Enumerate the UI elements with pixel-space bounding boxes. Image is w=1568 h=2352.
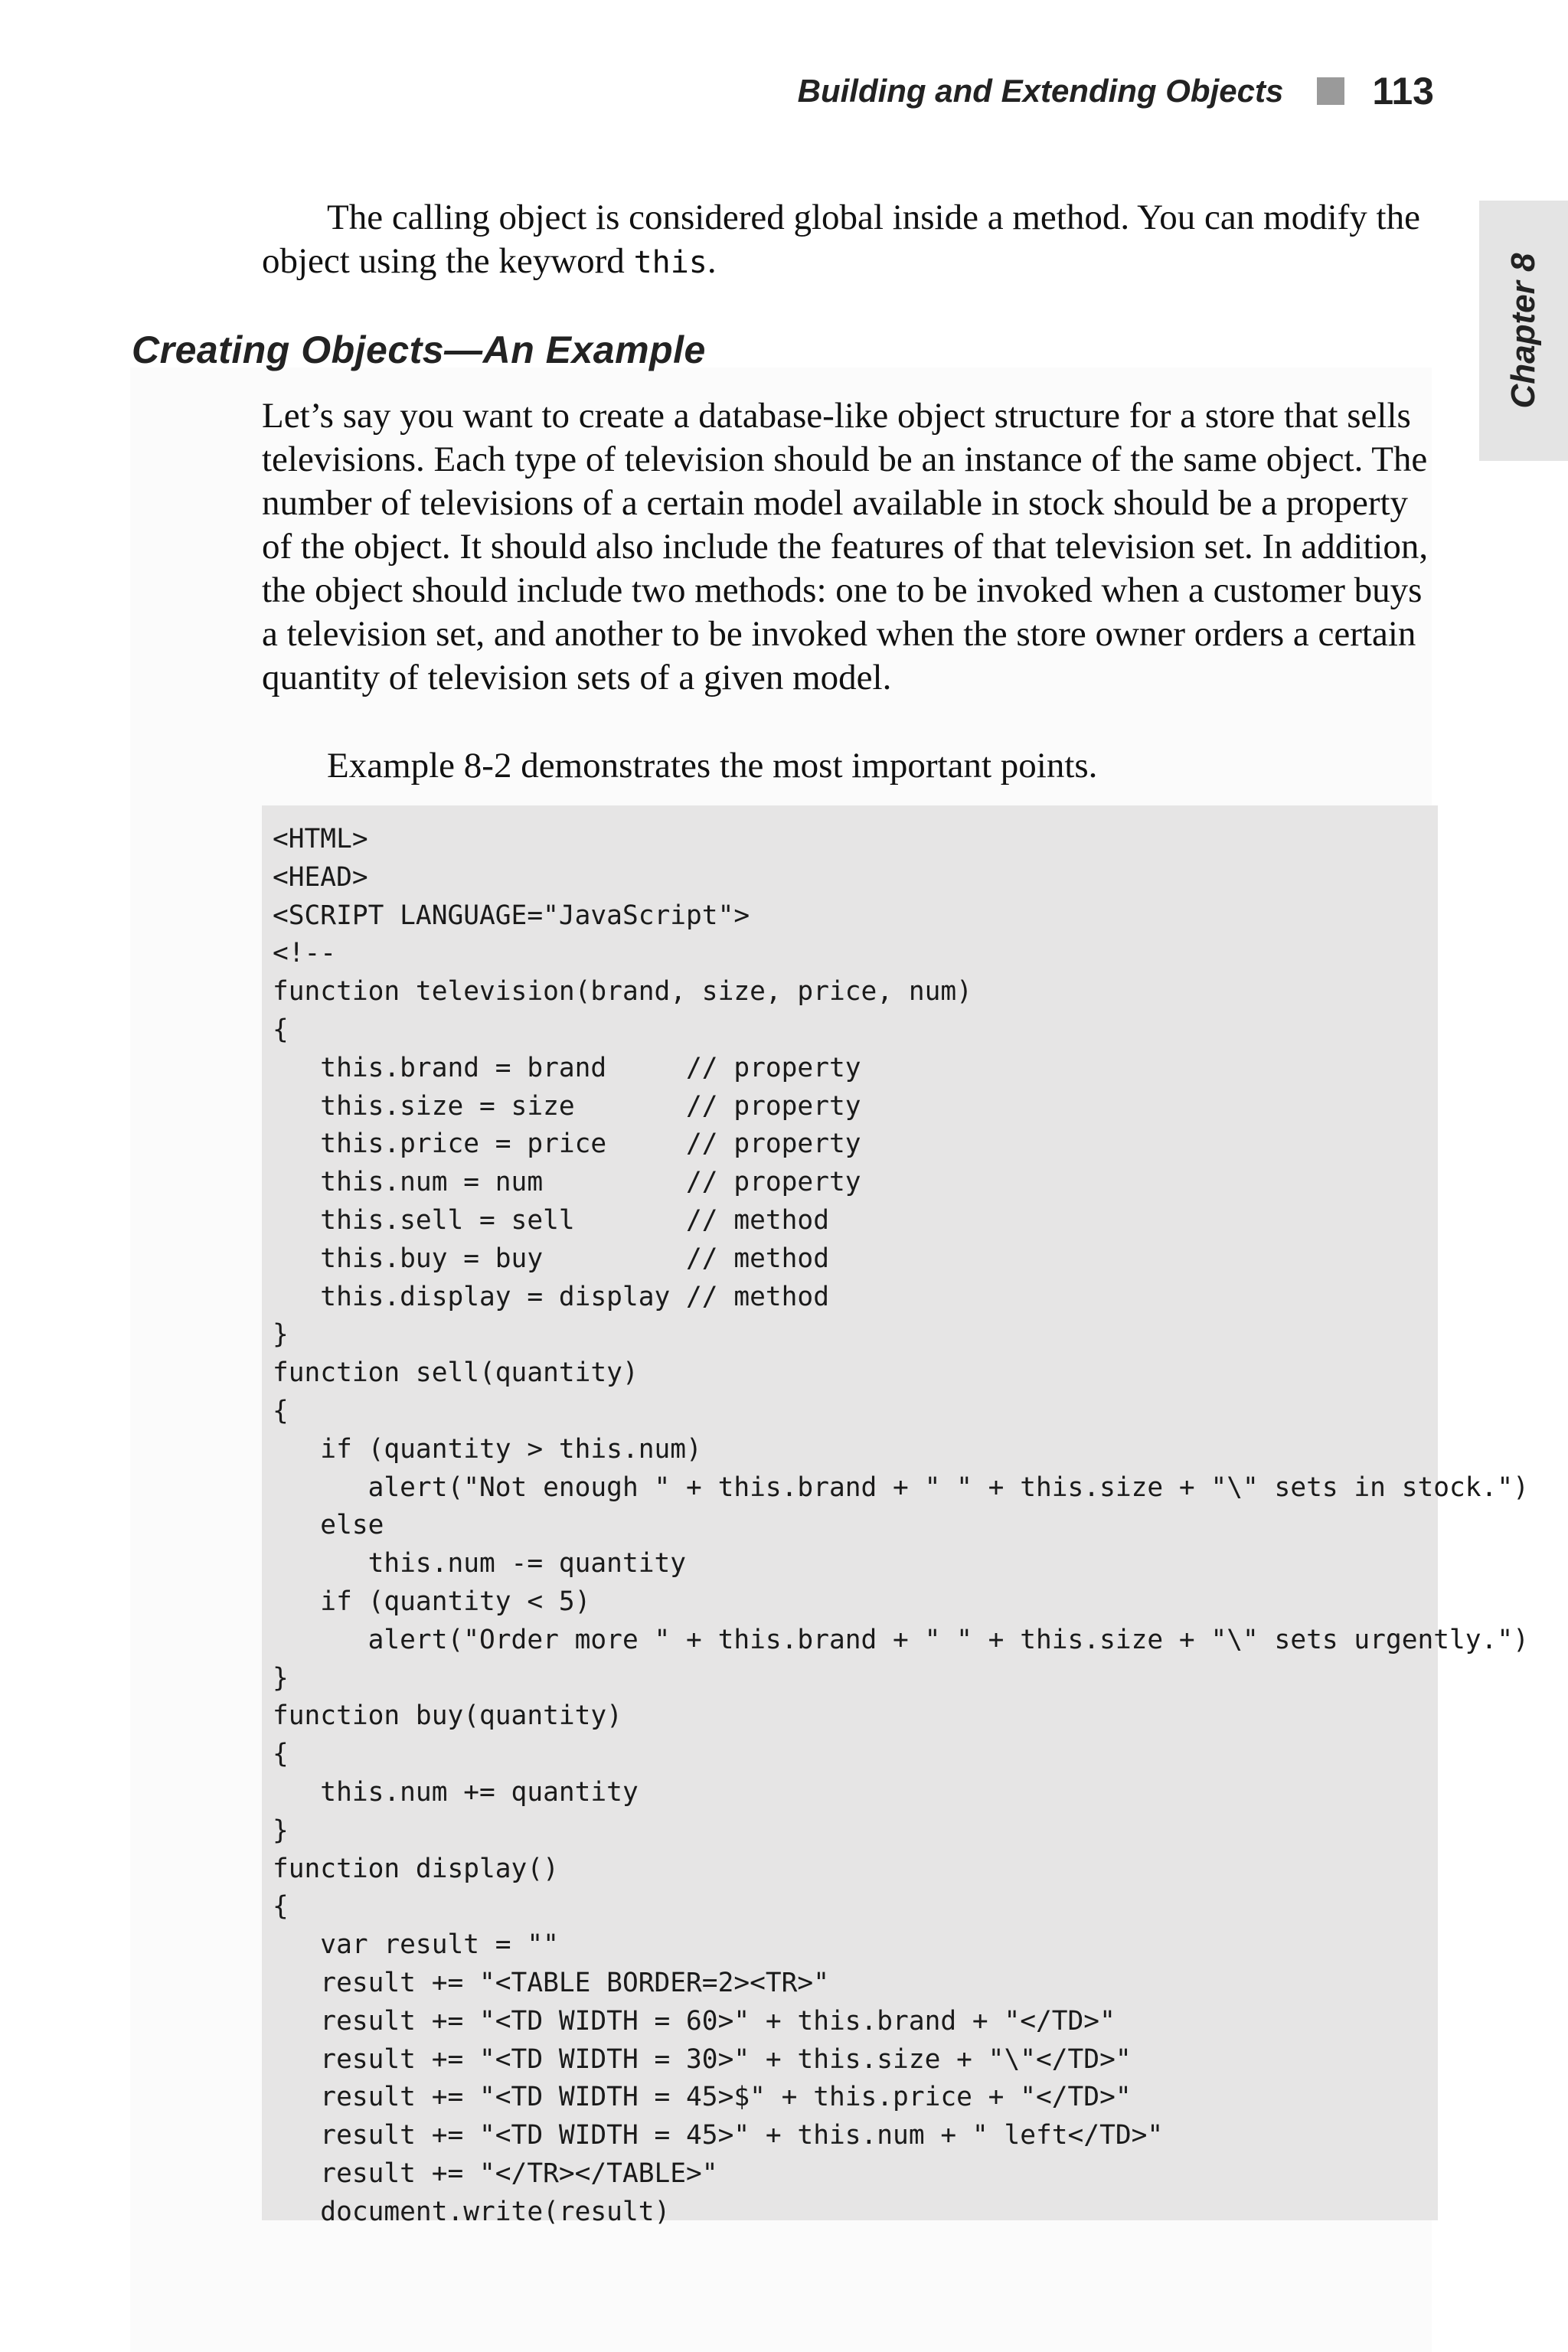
code-line: this.brand = brand // property: [273, 1052, 861, 1083]
code-line: }: [273, 1662, 289, 1694]
body-paragraph-2: Example 8-2 demonstrates the most important points.: [327, 746, 1098, 786]
code-line: var result = "": [273, 1929, 559, 1961]
code-line: if (quantity < 5): [273, 1586, 591, 1617]
code-line: result += "<TABLE BORDER=2><TR>": [273, 1967, 829, 1998]
code-line: <!--: [273, 938, 337, 969]
code-line: this.num -= quantity: [273, 1548, 687, 1579]
chapter-tab-label: Chapter 8: [1504, 253, 1542, 409]
code-line: result += "</TR></TABLE>": [273, 2158, 718, 2189]
code-line: this.size = size // property: [273, 1090, 861, 1122]
code-line: <HEAD>: [273, 861, 368, 893]
intro-text-end: .: [707, 241, 717, 281]
code-line: this.num = num // property: [273, 1167, 861, 1198]
intro-text: The calling object is considered global inside a method. You can modify the object using the keyword: [262, 198, 1420, 281]
code-line: {: [273, 1395, 289, 1426]
code-line: if (quantity > this.num): [273, 1433, 702, 1465]
code-line: function buy(quantity): [273, 1700, 622, 1732]
code-line: function sell(quantity): [273, 1357, 639, 1389]
body-paragraph-1: Let’s say you want to create a database-like object structure for a store that sells televisions. Each type of television should be an instance of the same object. The number of televisions of a certain model available in stock should be a property of the object. It should also include the features of that television set. In addition, the object should include two methods: one to be invoked when a customer buys a television set, and another to be invoked when the store owner orders a certain quantity of television sets of a given model.: [262, 396, 1429, 697]
code-line: result += "<TD WIDTH = 30>" + this.size + "\"</TD>": [273, 2043, 1132, 2075]
code-line: this.sell = sell // method: [273, 1204, 829, 1236]
code-line: result += "<TD WIDTH = 60>" + this.brand + "</TD>": [273, 2005, 1116, 2037]
code-line: result += "<TD WIDTH = 45>" + this.num + " left</TD>": [273, 2120, 1164, 2151]
header-square-icon: [1317, 77, 1344, 105]
code-line: this.buy = buy // method: [273, 1243, 829, 1274]
code-line: else: [273, 1510, 384, 1541]
chapter-tab: [1479, 201, 1568, 461]
page-number: 113: [1372, 70, 1434, 113]
running-header: [798, 69, 1434, 113]
code-example-block: [262, 805, 1529, 2227]
code-line: this.num += quantity: [273, 1776, 639, 1808]
header-title: Building and Extending Objects: [797, 73, 1284, 109]
code-line: function television(brand, size, price, num): [273, 976, 972, 1008]
code-line: this.price = price // property: [273, 1129, 861, 1160]
code-line: }: [273, 1815, 289, 1846]
keyword-this: this: [633, 245, 707, 280]
code-line: }: [273, 1319, 289, 1351]
code-line: result += "<TD WIDTH = 45>$" + this.price + "</TD>": [273, 2082, 1132, 2113]
code-line: <HTML>: [273, 824, 368, 854]
code-line: {: [273, 1014, 289, 1045]
code-line: this.display = display // method: [273, 1281, 829, 1312]
intro-paragraph: [262, 196, 1433, 285]
code-line: alert("Not enough " + this.brand + " " + this.size + "\" sets in stock."): [273, 1472, 1529, 1503]
code-line: {: [273, 1891, 289, 1922]
code-line: document.write(result): [273, 2196, 671, 2227]
code-line: alert("Order more " + this.brand + " " + this.size + "\" sets urgently."): [273, 1624, 1529, 1655]
code-line: <SCRIPT LANGUAGE="JavaScript">: [273, 900, 750, 931]
code-line: function display(): [273, 1853, 559, 1884]
section-heading: Creating Objects—An Example: [132, 328, 706, 371]
code-line: {: [273, 1739, 289, 1770]
